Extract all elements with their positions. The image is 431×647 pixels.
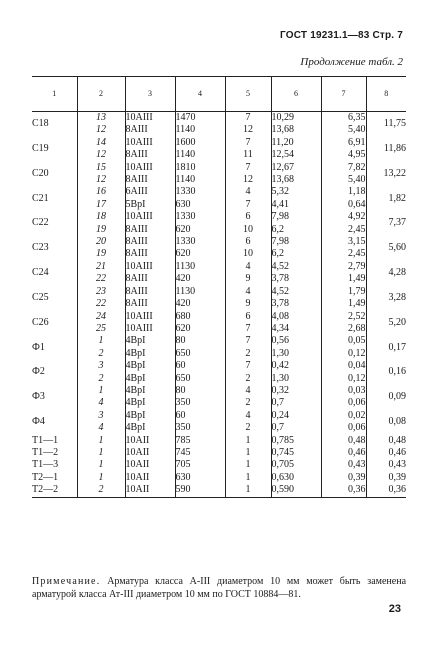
table-cell: 4ВрI — [125, 373, 175, 385]
note-label: Примечание. — [32, 576, 101, 587]
table-cell: С18 — [32, 118, 49, 130]
column-header: 2 — [77, 77, 125, 112]
table-row — [32, 311, 406, 323]
table-row — [32, 323, 406, 335]
table-cell: Т1—2 — [32, 446, 59, 458]
table-cell: 650 — [175, 373, 225, 385]
table-row — [32, 360, 406, 372]
table-cell: 0,32 — [271, 385, 321, 397]
table-row — [32, 373, 406, 385]
table-cell: 7,37 — [366, 211, 406, 236]
table-cell: 19 — [77, 224, 125, 236]
table-cell: 1 — [77, 447, 125, 459]
note-text: Арматура класса А-III диаметром 10 мм может быть заменена арматурой класса Ат-III диаметром 10 мм по ГОСТ 10884—81. — [32, 576, 407, 600]
table-cell: 0,36 — [321, 484, 366, 497]
table-cell: 8АIII — [125, 124, 175, 136]
table-cell: 0,06 — [321, 422, 366, 434]
table-row — [32, 236, 406, 248]
table-cell: 4 — [77, 397, 125, 409]
table-cell: 8АIII — [125, 248, 175, 260]
table-cell: 4 — [225, 261, 271, 273]
table-row — [32, 459, 406, 471]
table-cell: 7 — [225, 199, 271, 211]
table-cell: С23 — [32, 242, 49, 254]
table-cell: 0,46 — [321, 447, 366, 459]
table-cell: Т1—1 — [32, 434, 59, 446]
table-cell: 1810 — [175, 162, 225, 174]
table-cell: 0,46 — [366, 447, 406, 459]
table-row — [32, 112, 406, 125]
table-cell: 1,82 — [366, 186, 406, 211]
table-cell: 0,56 — [271, 335, 321, 347]
table-cell: 5,32 — [271, 186, 321, 198]
table-cell: 19 — [77, 248, 125, 260]
table-cell: 4ВрI — [125, 397, 175, 409]
table-row — [32, 422, 406, 434]
table-cell: 10АIII — [125, 323, 175, 335]
table-cell: 1,30 — [271, 373, 321, 385]
table-cell: 10АIII — [125, 112, 175, 125]
table-cell: 4,28 — [366, 261, 406, 286]
table-cell: Ф2 — [32, 366, 45, 378]
table-cell: С22 — [32, 217, 49, 229]
table-cell: 16 — [77, 186, 125, 198]
table-cell: 0,05 — [321, 335, 366, 347]
table-cell: С26 — [32, 316, 49, 328]
table-cell: 5,40 — [321, 174, 366, 186]
table-cell: 8АIII — [125, 273, 175, 285]
table-cell: 4ВрI — [125, 410, 175, 422]
page-number: 23 — [388, 603, 401, 615]
table-cell: 10АII — [125, 447, 175, 459]
table-cell: 12 — [77, 174, 125, 186]
table-cell: 3,28 — [366, 286, 406, 311]
table-cell: 0,03 — [321, 385, 366, 397]
table-cell: 0,705 — [271, 459, 321, 471]
table-cell: 21 — [77, 261, 125, 273]
table-cell: 350 — [175, 397, 225, 409]
table-cell: 3 — [77, 410, 125, 422]
table-cell: 10АII — [125, 484, 175, 497]
table-cell: 0,39 — [321, 472, 366, 484]
table-cell: 23 — [77, 286, 125, 298]
table-cell: 4ВрI — [125, 335, 175, 347]
table-row — [32, 484, 406, 497]
table-cell: 1 — [77, 335, 125, 347]
table-cell: С19 — [32, 143, 49, 155]
table-cell: 420 — [175, 273, 225, 285]
table-cell: 6,2 — [271, 224, 321, 236]
table-cell: 12,67 — [271, 162, 321, 174]
table-cell: 2 — [77, 348, 125, 360]
table-cell: 1330 — [175, 186, 225, 198]
table-row — [32, 211, 406, 223]
table-cell: 24 — [77, 311, 125, 323]
table-cell: 2,68 — [321, 323, 366, 335]
table-cell: 1 — [225, 447, 271, 459]
table-cell: 2 — [225, 373, 271, 385]
table-cell: 80 — [175, 385, 225, 397]
table-cell: 1,49 — [321, 298, 366, 310]
table-cell: 6 — [225, 311, 271, 323]
table-row — [32, 385, 406, 397]
table-cell: С25 — [32, 291, 49, 303]
table-cell: С21 — [32, 192, 49, 204]
table-cell: 0,12 — [321, 373, 366, 385]
table-cell: 13,22 — [366, 162, 406, 187]
table-cell: 6,2 — [271, 248, 321, 260]
table-cell: 2,45 — [321, 224, 366, 236]
table-row — [32, 335, 406, 347]
table-cell: 4 — [77, 422, 125, 434]
table-cell: 9 — [225, 298, 271, 310]
table-continuation-label: Продолжение табл. 2 — [300, 56, 403, 68]
table-row — [32, 472, 406, 484]
table-cell: 7 — [225, 360, 271, 372]
table-cell: 11 — [225, 149, 271, 161]
table-row — [32, 410, 406, 422]
table-cell: 745 — [175, 447, 225, 459]
table-cell: 0,02 — [321, 410, 366, 422]
table-cell: 350 — [175, 422, 225, 434]
table-cell: 10АIII — [125, 137, 175, 149]
table-cell: 0,48 — [366, 435, 406, 447]
table-cell: 0,09 — [366, 385, 406, 410]
table-cell: 4ВрI — [125, 385, 175, 397]
table-cell: 0,630 — [271, 472, 321, 484]
table-cell: 4ВрI — [125, 348, 175, 360]
table-row — [32, 149, 406, 161]
table-row — [32, 248, 406, 260]
column-header: 7 — [321, 77, 366, 112]
table-cell: 10АII — [125, 459, 175, 471]
table-cell: 620 — [175, 224, 225, 236]
table-cell: 25 — [77, 323, 125, 335]
table-cell: 11,20 — [271, 137, 321, 149]
table-cell: 1 — [225, 459, 271, 471]
table-cell: 4,08 — [271, 311, 321, 323]
table-cell: 10 — [225, 248, 271, 260]
column-header: 3 — [125, 77, 175, 112]
table-cell: 1130 — [175, 286, 225, 298]
table-cell: 5,40 — [321, 124, 366, 136]
table-row — [32, 273, 406, 285]
table-cell: 3,78 — [271, 298, 321, 310]
table-cell: 1,79 — [321, 286, 366, 298]
table-cell: 680 — [175, 311, 225, 323]
table-cell: 10АIII — [125, 211, 175, 223]
table-cell: 705 — [175, 459, 225, 471]
table-cell: 0,24 — [271, 410, 321, 422]
table-cell: 7 — [225, 323, 271, 335]
table-cell: 590 — [175, 484, 225, 497]
table-cell: 4,34 — [271, 323, 321, 335]
table-cell: 0,36 — [366, 484, 406, 497]
page-header: ГОСТ 19231.1—83 Стр. 7 — [280, 30, 403, 41]
table-cell: 3,15 — [321, 236, 366, 248]
table-cell: 7 — [225, 162, 271, 174]
table-cell: 8АIII — [125, 286, 175, 298]
table-cell: 1,30 — [271, 348, 321, 360]
table-cell: 13,68 — [271, 174, 321, 186]
table-cell: 60 — [175, 360, 225, 372]
table-cell: 2 — [225, 422, 271, 434]
table-cell: 1 — [225, 472, 271, 484]
table-cell: 18 — [77, 211, 125, 223]
table-cell: 6 — [225, 236, 271, 248]
table-cell: 17 — [77, 199, 125, 211]
table-cell: 10,29 — [271, 112, 321, 125]
table-cell: 0,590 — [271, 484, 321, 497]
table-cell: 12,54 — [271, 149, 321, 161]
table-cell: 2 — [225, 348, 271, 360]
table-cell: Ф4 — [32, 415, 45, 427]
table-cell: 4 — [225, 385, 271, 397]
table-cell: 1 — [77, 435, 125, 447]
table-cell: 0,43 — [366, 459, 406, 471]
table-row — [32, 447, 406, 459]
table-row — [32, 286, 406, 298]
column-header: 8 — [366, 77, 406, 112]
table-cell: 2,45 — [321, 248, 366, 260]
table-cell: 2,79 — [321, 261, 366, 273]
table-cell: 22 — [77, 273, 125, 285]
table-cell: 0,7 — [271, 397, 321, 409]
table-row — [32, 199, 406, 211]
table-cell: 4,95 — [321, 149, 366, 161]
table-cell: 620 — [175, 323, 225, 335]
column-header: 1 — [32, 77, 77, 112]
table-cell: 0,06 — [321, 397, 366, 409]
table-cell: 0,04 — [321, 360, 366, 372]
table-cell: 1,18 — [321, 186, 366, 198]
table-row — [32, 298, 406, 310]
table-cell: 1140 — [175, 174, 225, 186]
table-row — [32, 435, 406, 447]
table-cell: 1 — [225, 484, 271, 497]
table-cell: 1140 — [175, 149, 225, 161]
table-cell: 630 — [175, 472, 225, 484]
table-cell: 4,92 — [321, 211, 366, 223]
table-cell: 10АIII — [125, 311, 175, 323]
table-cell: 7 — [225, 335, 271, 347]
table-row — [32, 174, 406, 186]
table-cell: 12 — [225, 124, 271, 136]
column-header: 6 — [271, 77, 321, 112]
table-cell: 4 — [225, 186, 271, 198]
table-cell: 650 — [175, 348, 225, 360]
table-row — [32, 224, 406, 236]
table-cell: Ф1 — [32, 341, 45, 353]
table-cell: 5,60 — [366, 236, 406, 261]
table-cell: С24 — [32, 267, 49, 279]
table-row — [32, 186, 406, 198]
table-cell: 6 — [225, 211, 271, 223]
table-cell: 4 — [225, 410, 271, 422]
table-cell: 0,42 — [271, 360, 321, 372]
column-header: 4 — [175, 77, 225, 112]
table-cell: С20 — [32, 167, 49, 179]
table-row — [32, 348, 406, 360]
table-header-row — [32, 77, 406, 112]
table-cell: 11,86 — [366, 137, 406, 162]
table-cell: 4ВрI — [125, 422, 175, 434]
table-cell: 0,785 — [271, 435, 321, 447]
table-cell: 4,52 — [271, 286, 321, 298]
table-cell: 14 — [77, 137, 125, 149]
table-cell: 1330 — [175, 211, 225, 223]
table-cell: 7 — [225, 137, 271, 149]
table-cell: 80 — [175, 335, 225, 347]
table-cell: 12 — [225, 174, 271, 186]
column-header: 5 — [225, 77, 271, 112]
table-cell: 10АIII — [125, 162, 175, 174]
table-cell: 1 — [77, 459, 125, 471]
table-cell: 7,82 — [321, 162, 366, 174]
table-cell: 7,98 — [271, 211, 321, 223]
table-cell: 5ВрI — [125, 199, 175, 211]
table-cell: 1470 — [175, 112, 225, 125]
table-cell: 0,39 — [366, 472, 406, 484]
table-cell: 1130 — [175, 261, 225, 273]
table-cell: 10 — [225, 224, 271, 236]
table-cell: 4ВрI — [125, 360, 175, 372]
table-cell: 420 — [175, 298, 225, 310]
table-cell: 0,64 — [321, 199, 366, 211]
table-cell: 3 — [77, 360, 125, 372]
table-cell: 8АIII — [125, 236, 175, 248]
table-cell: 0,43 — [321, 459, 366, 471]
table-cell: 7 — [225, 112, 271, 125]
table-cell: 10АIII — [125, 261, 175, 273]
table-cell: 6,35 — [321, 112, 366, 125]
table-cell: 60 — [175, 410, 225, 422]
table-row — [32, 124, 406, 136]
table-cell: 8АIII — [125, 224, 175, 236]
table-cell: 13 — [77, 112, 125, 125]
table-cell: 8АIII — [125, 149, 175, 161]
table-cell: 8АIII — [125, 298, 175, 310]
table-cell: 785 — [175, 435, 225, 447]
table-cell: 2,52 — [321, 311, 366, 323]
table-cell: 8АIII — [125, 174, 175, 186]
table-cell: 2 — [77, 484, 125, 497]
reinforcement-table — [32, 76, 406, 498]
table-cell: 1330 — [175, 236, 225, 248]
table-cell: 3,78 — [271, 273, 321, 285]
table-cell: 620 — [175, 248, 225, 260]
table-cell: 1600 — [175, 137, 225, 149]
table-row — [32, 397, 406, 409]
table-cell: 15 — [77, 162, 125, 174]
table-cell: 630 — [175, 199, 225, 211]
table-cell: 5,20 — [366, 311, 406, 336]
table-cell: 20 — [77, 236, 125, 248]
table-cell: 0,745 — [271, 447, 321, 459]
table-cell: 0,08 — [366, 410, 406, 435]
table-cell: 12 — [77, 124, 125, 136]
table-cell: 4,41 — [271, 199, 321, 211]
table-cell: 11,75 — [366, 112, 406, 137]
table-cell: 2 — [225, 397, 271, 409]
table-cell: 9 — [225, 273, 271, 285]
table-cell: 10АII — [125, 472, 175, 484]
table-row — [32, 162, 406, 174]
table-cell: Т2—2 — [32, 484, 77, 497]
table-cell: 2 — [77, 373, 125, 385]
table-cell: 0,16 — [366, 360, 406, 385]
table-cell: 0,12 — [321, 348, 366, 360]
table-note — [32, 575, 406, 601]
table-cell: 7,98 — [271, 236, 321, 248]
table-cell: 1,49 — [321, 273, 366, 285]
table-cell: 12 — [77, 149, 125, 161]
table-row — [32, 261, 406, 273]
table-cell: 4,52 — [271, 261, 321, 273]
table-cell: 13,68 — [271, 124, 321, 136]
table-cell: 1 — [77, 472, 125, 484]
table-cell: Т2—1 — [32, 471, 59, 483]
table-cell: 0,48 — [321, 435, 366, 447]
table-cell: 4 — [225, 286, 271, 298]
table-cell: 1140 — [175, 124, 225, 136]
table-cell: Ф3 — [32, 391, 45, 403]
table-cell: 6,91 — [321, 137, 366, 149]
table-cell: Т1—3 — [32, 459, 59, 471]
table-cell: 6АIII — [125, 186, 175, 198]
table-cell: 0,17 — [366, 335, 406, 360]
table-cell: 1 — [77, 385, 125, 397]
table-cell: 10АII — [125, 435, 175, 447]
table-row — [32, 137, 406, 149]
table-cell: 22 — [77, 298, 125, 310]
table-cell: 0,7 — [271, 422, 321, 434]
table-cell: 1 — [225, 435, 271, 447]
